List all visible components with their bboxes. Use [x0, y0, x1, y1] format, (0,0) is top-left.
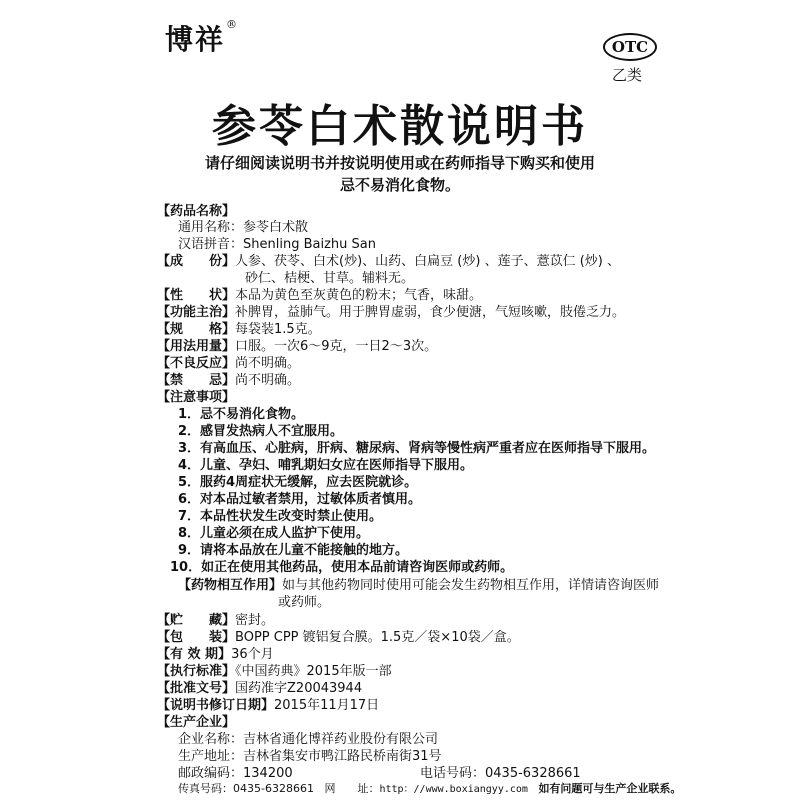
- dosage-value: 口服。一次6～9克，一日2～3次。: [235, 339, 438, 354]
- pinyin-name-label: 汉语拼音：: [178, 237, 244, 252]
- composition-row-cont: 砂仁、桔梗、甘草。辅料无。: [245, 271, 415, 286]
- specification-label: 【规 格】: [157, 322, 236, 337]
- properties-value: 本品为黄色至灰黄色的粉末；气香，味甜。: [235, 288, 483, 303]
- subtitle-line2: 忌不易消化食物。: [339, 176, 460, 194]
- address-value: 吉林省集安市鸭江路民桥南街31号: [243, 749, 442, 764]
- fax-web-row: [178, 782, 681, 797]
- dosage-row: [157, 338, 437, 355]
- validity-label: 【有 效 期】: [157, 647, 232, 662]
- storage-label: 【贮 藏】: [157, 613, 236, 628]
- phone-row: [420, 765, 581, 782]
- dosage-label: 【用法用量】: [157, 339, 236, 354]
- precaution-item: 4．儿童、孕妇、哺乳期妇女应在医师指导下服用。: [178, 458, 474, 473]
- package-row: [157, 629, 520, 646]
- precaution-item: 8．儿童必须在成人监护下使用。: [178, 526, 370, 541]
- revision-date-label: 【说明书修订日期】: [157, 698, 275, 713]
- composition-label: 【成 份】: [157, 254, 236, 269]
- approval-value: 国药准字Z20043944: [235, 681, 363, 696]
- revision-date-value: 2015年11月17日: [274, 698, 380, 713]
- interactions-label: 【药物相互作用】: [178, 578, 283, 593]
- pinyin-name-value: Shenling Baizhu San: [243, 237, 376, 252]
- composition-value: 人参、茯苓、白术(炒)、山药、白扁豆 (炒) 、莲子、薏苡仁 (炒) 、: [235, 254, 620, 269]
- page-title: 参苓白术散说明书: [212, 101, 588, 152]
- approval-row: [157, 680, 362, 697]
- approval-label: 【批准文号】: [157, 681, 236, 696]
- properties-row: [157, 287, 482, 304]
- interactions-value: 如与其他药物同时使用可能会发生药物相互作用，详情请咨询医师: [282, 578, 660, 593]
- otc-badge: OTC: [603, 33, 657, 61]
- footer-note: 如有问题可与生产企业联系。: [538, 782, 682, 795]
- address-label: 生产地址：: [178, 749, 244, 764]
- postal-value: 134200: [243, 766, 293, 781]
- indications-value: 补脾胃，益肺气。用于脾胃虚弱，食少便溏，气短咳嗽，肢倦乏力。: [235, 305, 626, 320]
- phone-label: 电话号码：: [420, 766, 486, 781]
- generic-name-value: 参苓白术散: [243, 220, 309, 235]
- composition-row: [157, 253, 620, 270]
- drug-name-section: 【药品名称】: [157, 204, 236, 219]
- package-label: 【包 装】: [157, 630, 236, 645]
- storage-row: [157, 612, 274, 629]
- standard-label: 【执行标准】: [157, 664, 236, 679]
- precaution-item: 3．有高血压、心脏病，肝病、糖尿病、肾病等慢性病严重者应在医师指导下服用。: [178, 441, 656, 456]
- indications-row: [157, 304, 625, 321]
- company-name-label: 企业名称：: [178, 732, 244, 747]
- standard-row: [157, 663, 392, 680]
- pinyin-name-row: [178, 236, 376, 253]
- precaution-item: 6．对本品过敏者禁用，过敏体质者慎用。: [178, 492, 422, 507]
- phone-value: 0435-6328661: [485, 766, 581, 781]
- adverse-reactions-row: [157, 355, 300, 372]
- generic-name-label: 通用名称：: [178, 220, 244, 235]
- precaution-item: 9．请将本品放在儿童不能接触的地方。: [178, 543, 409, 558]
- adverse-reactions-label: 【不良反应】: [157, 356, 236, 371]
- precaution-item: 5．服药4周症状无缓解，应去医院就诊。: [178, 475, 418, 490]
- otc-class: 乙类: [612, 66, 643, 84]
- properties-label: 【性 状】: [157, 288, 236, 303]
- brand-name: 博祥: [165, 23, 226, 56]
- fax-value: 0435-6328661: [233, 782, 314, 795]
- validity-row: [157, 646, 274, 663]
- subtitle-line1: 请仔细阅读说明书并按说明使用或在药师指导下购买和使用: [204, 154, 595, 172]
- storage-value: 密封。: [235, 613, 275, 628]
- precaution-item: 2．感冒发热病人不宜服用。: [178, 424, 344, 439]
- precaution-item: 10．如正在使用其他药品，使用本品前请咨询医师或药师。: [170, 560, 514, 575]
- registered-mark: ®: [226, 18, 240, 31]
- package-value: BOPP CPP 镀铝复合膜。1.5克／袋×10袋／盒。: [235, 630, 520, 645]
- precaution-item: 7．本品性状发生改变时禁止使用。: [178, 509, 383, 524]
- web-value: http：//www.boxiangyy.com: [379, 784, 528, 795]
- adverse-reactions-value: 尚不明确。: [235, 356, 301, 371]
- company-name-row: [178, 731, 438, 748]
- validity-value: 36个月: [231, 647, 274, 662]
- specification-value: 每袋装1.5克。: [235, 322, 321, 337]
- postal-label: 邮政编码：: [178, 766, 244, 781]
- precaution-item: 1．忌不易消化食物。: [178, 407, 305, 422]
- brand-logo: [165, 18, 239, 58]
- web-label: 网 址：: [324, 782, 380, 795]
- precautions-label: 【注意事项】: [157, 390, 236, 405]
- postal-row: [178, 765, 293, 782]
- contraindications-value: 尚不明确。: [235, 373, 301, 388]
- address-row: [178, 748, 442, 765]
- generic-name-row: [178, 219, 308, 236]
- fax-label: 传真号码：: [178, 782, 233, 795]
- company-name-value: 吉林省通化博祥药业股份有限公司: [243, 732, 439, 747]
- interactions-row: [178, 577, 659, 594]
- standard-value: 《中国药典》2015年版一部: [235, 664, 392, 679]
- specification-row: [157, 321, 321, 338]
- indications-label: 【功能主治】: [157, 305, 236, 320]
- contraindications-row: [157, 372, 300, 389]
- interactions-row-cont: 或药师。: [278, 595, 331, 610]
- revision-date-row: [157, 697, 379, 714]
- contraindications-label: 【禁 忌】: [157, 373, 236, 388]
- manufacturer-section: 【生产企业】: [157, 715, 236, 730]
